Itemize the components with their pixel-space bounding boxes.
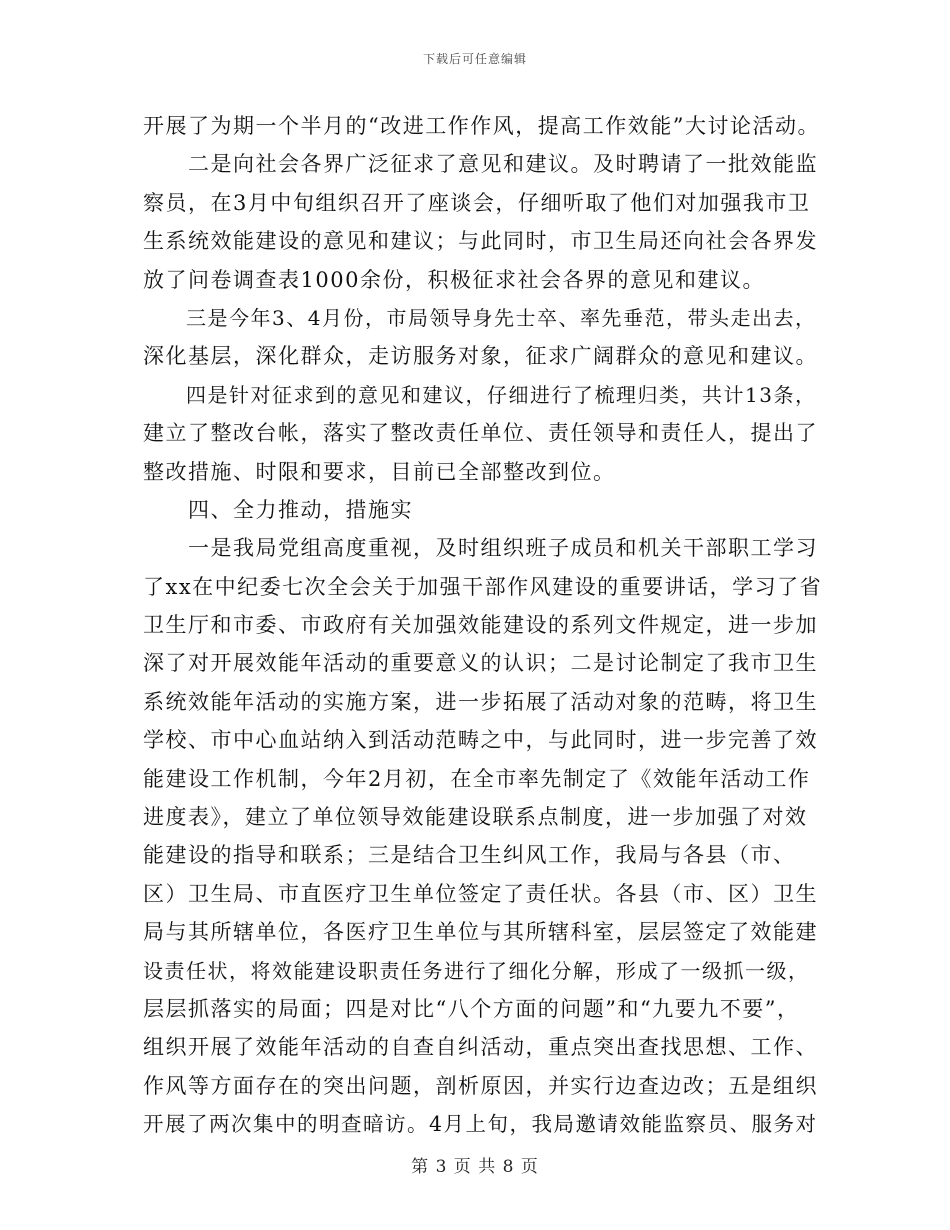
text-line: 开展了两次集中的明查暗访。4月上旬，我局邀请效能监察员、服务对 xyxy=(143,1112,818,1137)
text-line: 了xx在中纪委七次全会关于加强干部作风建设的重要讲话，学习了省 xyxy=(143,574,823,599)
text-line: 系统效能年活动的实施方案，进一步拓展了活动对象的范畴，将卫生 xyxy=(143,689,818,714)
document-body xyxy=(143,107,823,1144)
text-line: 四是针对征求到的意见和建议，仔细进行了梳理归类，共计13条， xyxy=(143,382,817,407)
text-line: 四、全力推动，措施实 xyxy=(143,497,413,522)
text-line: 能建设的指导和联系；三是结合卫生纠风工作，我局与各县（市、 xyxy=(143,843,796,868)
text-line: 开展了为期一个半月的“改进工作作风，提高工作效能”大讨论活动。 xyxy=(143,114,820,138)
text-line: 学校、市中心血站纳入到活动范畴之中，与此同时，进一步完善了效 xyxy=(143,728,818,753)
text-line: 深化基层，深化群众，走访服务对象，征求广阔群众的意见和建议。 xyxy=(143,344,818,369)
text-line: 层层抓落实的局面；四是对比“八个方面的问题”和“九要九不要”， xyxy=(143,996,800,1021)
text-line: 生系统效能建设的意见和建议；与此同时，市卫生局还向社会各界发 xyxy=(143,229,818,254)
text-line: 三是今年3、4月份，市局领导身先士卒、率先垂范，带头走出去， xyxy=(143,305,817,330)
text-line: 局与其所辖单位，各医疗卫生单位与其所辖科室，层层签定了效能建 xyxy=(143,920,818,945)
text-line: 区）卫生局、市直医疗卫生单位签定了责任状。各县（市、区）卫生 xyxy=(143,881,818,906)
text-line: 整改措施、时限和要求，目前已全部整改到位。 xyxy=(143,459,616,484)
text-line: 二是向社会各界广泛征求了意见和建议。及时聘请了一批效能监 xyxy=(143,152,818,177)
text-line: 设责任状，将效能建设职责任务进行了细化分解，形成了一级抓一级， xyxy=(143,958,810,983)
text-line: 进度表》，建立了单位领导效能建设联系点制度，进一步加强了对效 xyxy=(143,805,808,830)
text-line: 深了对开展效能年活动的重要意义的认识；二是讨论制定了我市卫生 xyxy=(143,651,818,676)
page-footer: 第 3 页 共 8 页 xyxy=(411,1157,539,1177)
text-line: 组织开展了效能年活动的自查自纠活动，重点突出查找思想、工作、 xyxy=(143,1035,818,1060)
page-header: 下载后可任意编辑 xyxy=(422,52,527,66)
text-line: 建立了整改台帐，落实了整改责任单位、责任领导和责任人，提出了 xyxy=(143,421,818,446)
text-line: 察员，在3月中旬组织召开了座谈会，仔细听取了他们对加强我市卫 xyxy=(143,190,811,215)
text-line: 放了问卷调查表1000余份，积极征求社会各界的意见和建议。 xyxy=(143,267,765,292)
text-line: 作风等方面存在的突出问题，剖析原因，并实行边查边改；五是组织 xyxy=(143,1073,818,1098)
text-line: 一是我局党组高度重视，及时组织班子成员和机关干部职工学习 xyxy=(143,536,818,561)
text-line: 卫生厅和市委、市政府有关加强效能建设的系列文件规定，进一步加 xyxy=(143,613,818,638)
text-line: 能建设工作机制，今年2月初，在全市率先制定了《效能年活动工作 xyxy=(143,766,811,791)
